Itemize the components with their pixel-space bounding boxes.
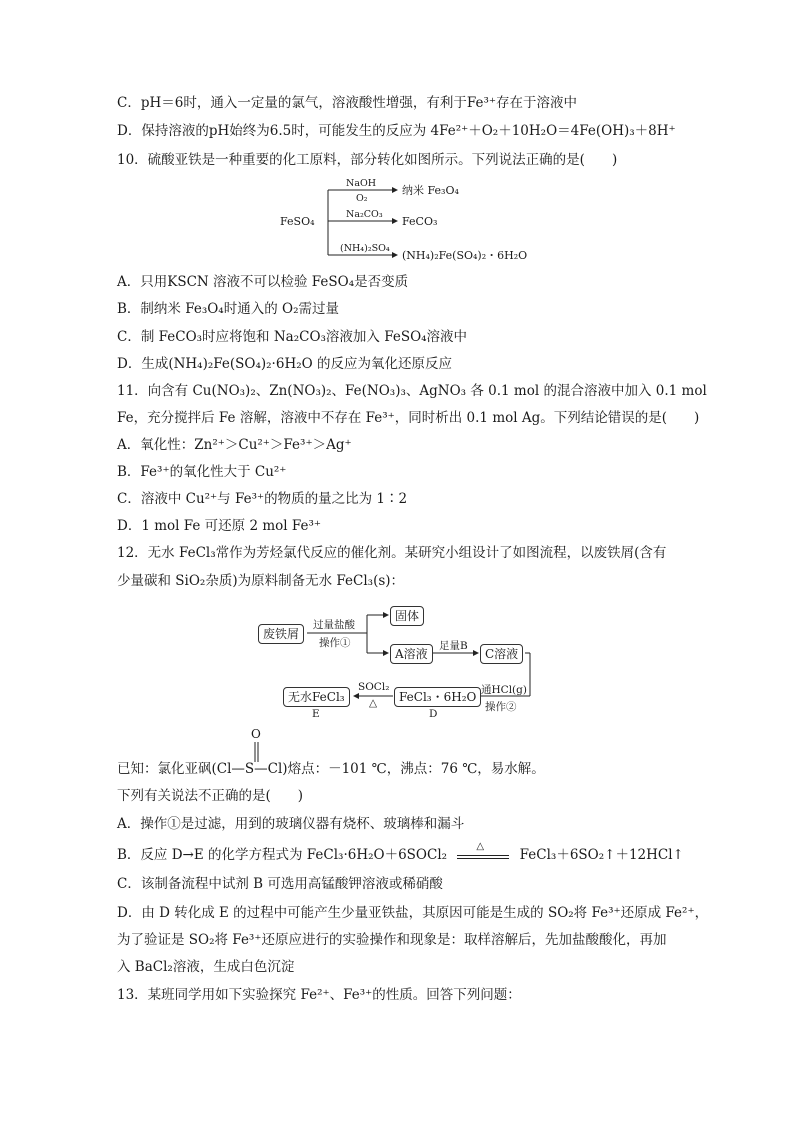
q12-option-a: A．操作①是过滤，用到的玻璃仪器有烧杯、玻璃棒和漏斗 [117,816,465,832]
q12-option-c: C．该制备流程中试剂 B 可选用高锰酸钾溶液或稀硝酸 [117,876,443,892]
flow-reagent-b: 足量B [439,640,468,652]
q10-branch3-reagent-top: (NH₄)₂SO₄ [340,243,390,254]
q12-option-d-line2: 为了验证是 SO₂将 Fe³⁺还原应进行的实验操作和现象是：取样溶解后，先加盐酸酸化，再加 [117,932,667,948]
q12-flow-diagram [255,600,545,725]
flow-solid-node: 固体 [390,606,424,626]
q12-known-info: 已知：氯化亚砜(Cl—S—Cl)熔点：－101 ℃，沸点：76 ℃，易水解。 [117,761,545,777]
q11-stem-line1: 11．向含有 Cu(NO₃)₂、Zn(NO₃)₂、Fe(NO₃)₃、AgNO₃ 各 0.1 mol 的混合溶液中加入 0.1 mol [117,383,707,399]
q9-option-d: D．保持溶液的pH始终为6.5时，可能发生的反应为 4Fe²⁺＋O₂＋10H₂O＝4Fe(OH)₃＋8H⁺ [117,123,676,139]
q11-option-a: A．氧化性：Zn²⁺＞Cu²⁺＞Fe³⁺＞Ag⁺ [117,437,352,453]
q10-option-d: D．生成(NH₄)₂Fe(SO₄)₂·6H₂O 的反应为氧化还原反应 [117,356,452,372]
q12-option-b-left: B．反应 D→E 的化学方程式为 FeCl₃·6H₂O＋6SOCl₂ [117,847,448,863]
flow-d-label: D [429,708,438,720]
flow-hcl-step: 通HCl(g) [481,684,527,696]
flow-start-node: 废铁屑 [258,624,304,644]
q12-stem-line1: 12．无水 FeCl₃常作为芳烃氯代反应的催化剂。某研究小组设计了如图流程，以废铁屑(含有 [117,545,667,561]
q13-stem: 13．某班同学用如下实验探究 Fe²⁺、Fe³⁺的性质。回答下列问题： [117,987,521,1003]
q12-option-d-line3: 入 BaCl₂溶液，生成白色沉淀 [117,959,295,975]
flow-e-node: 无水FeCl₃ [283,687,350,707]
q11-option-b: B．Fe³⁺的氧化性大于 Cu²⁺ [117,464,287,480]
reaction-arrow [455,840,511,866]
flow-e-label: E [312,708,320,720]
flow-heat-symbol: △ [369,697,378,709]
q10-branch3-product: (NH₄)₂Fe(SO₄)₂・6H₂O [402,249,528,262]
q10-option-b: B．制纳米 Fe₃O₄时通入的 O₂需过量 [117,301,339,317]
q12-stem-line2: 少量碳和 SiO₂杂质)为原料制备无水 FeCl₃(s)： [117,573,405,589]
q12-option-b [117,840,684,866]
reaction-condition: △ [476,840,485,852]
flow-solution-a-node: A溶液 [390,644,433,664]
q12-question: 下列有关说法不正确的是( ) [117,788,304,804]
q11-stem-line2: Fe，充分搅拌后 Fe 溶解，溶液中不存在 Fe³⁺，同时析出 0.1 mol Ag。下列结论错误的是( ) [117,410,700,426]
socl2-oxygen-atom: O [251,727,261,741]
flow-socl2-reagent: SOCl₂ [358,681,390,693]
q11-option-c: C．溶液中 Cu²⁺与 Fe³⁺的物质的量之比为 1∶2 [117,491,408,507]
q10-branch1-reagent-bottom: O₂ [356,193,368,204]
flow-operation-2: 操作② [485,701,517,713]
flow-step1-operation: 操作① [319,637,351,649]
q12-option-d-line1: D．由 D 转化成 E 的过程中可能产生少量亚铁盐，其原因可能是生成的 SO₂将 Fe³⁺还原成 Fe²⁺， [117,905,709,921]
q10-option-a: A．只用KSCN 溶液不可以检验 FeSO₄是否变质 [117,274,409,290]
q9-option-c: C．pH＝6时，通入一定量的氯气，溶液酸性增强，有利于Fe³⁺存在于溶液中 [117,95,577,111]
q10-option-c: C．制 FeCO₃时应将饱和 Na₂CO₃溶液加入 FeSO₄溶液中 [117,329,468,345]
flow-d-node: FeCl₃・6H₂O [394,687,481,707]
q12-option-b-right: FeCl₃＋6SO₂↑＋12HCl↑ [519,847,684,863]
q10-branch1-reagent-top: NaOH [346,178,377,189]
flow-solution-c-node: C溶液 [480,644,523,664]
q10-source: FeSO₄ [280,215,315,228]
q10-stem: 10．硫酸亚铁是一种重要的化工原料，部分转化如图所示。下列说法正确的是( ) [117,152,618,168]
q10-conversion-diagram [270,175,530,267]
q11-option-d: D．1 mol Fe 可还原 2 mol Fe³⁺ [117,518,322,534]
flow-step1-reagent: 过量盐酸 [313,619,355,631]
q10-branch2-reagent-top: Na₂CO₃ [346,209,383,220]
q10-branch1-product: 纳米 Fe₃O₄ [402,184,459,197]
q10-branch2-product: FeCO₃ [402,215,438,228]
